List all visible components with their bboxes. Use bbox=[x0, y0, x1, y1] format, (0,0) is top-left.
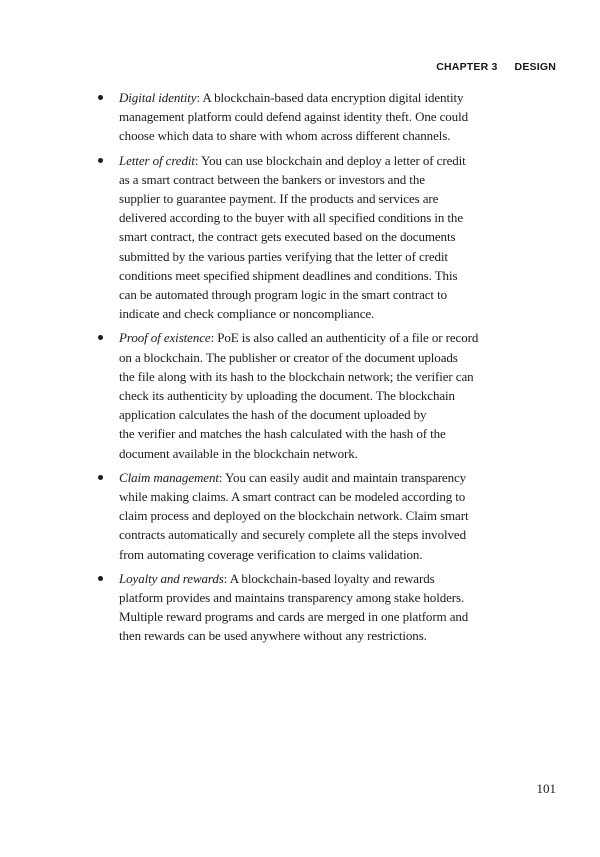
text-line: contracts automatically and securely complete all the steps involved bbox=[119, 527, 466, 543]
text-line: check its authenticity by uploading the document. The blockchain bbox=[119, 388, 455, 404]
text-line: Multiple reward programs and cards are merged in one platform and bbox=[119, 609, 469, 625]
chapter-label: CHAPTER 3 bbox=[436, 61, 498, 73]
item-lines bbox=[119, 107, 468, 145]
section-label: DESIGN bbox=[514, 61, 556, 73]
item-term: Digital identity bbox=[119, 90, 197, 105]
text-line: supplier to guarantee payment. If the products and services are bbox=[119, 191, 439, 207]
item-lines bbox=[119, 348, 478, 463]
text-line: while making claims. A smart contract can be modeled according to bbox=[119, 489, 466, 505]
list-item-text bbox=[119, 88, 468, 146]
text-line: smart contract, the contract gets executed based on the documents bbox=[119, 229, 456, 245]
text-line: claim process and deployed on the blockchain network. Claim smart bbox=[119, 508, 469, 524]
text-line: can be automated through program logic in the smart contract to bbox=[119, 287, 447, 303]
item-first-line-rest: : A blockchain-based data encryption digital identity bbox=[196, 90, 464, 105]
list-item bbox=[97, 88, 567, 146]
text-line: the file along with its hash to the blockchain network; the verifier can bbox=[119, 368, 474, 384]
list-item-text bbox=[119, 569, 468, 646]
item-first-line-rest: : You can use blockchain and deploy a letter of credit bbox=[194, 152, 466, 168]
item-lines bbox=[119, 487, 468, 564]
text-line: then rewards can be used anywhere without any restrictions. bbox=[119, 628, 427, 644]
text-line: management platform could defend against identity theft. One could bbox=[119, 109, 468, 125]
text-line: choose which data to share with whom across different channels. bbox=[119, 128, 451, 144]
list-item bbox=[97, 468, 567, 564]
item-term: Loyalty and rewards bbox=[119, 570, 224, 586]
text-line bbox=[119, 328, 478, 347]
bullet-list bbox=[97, 88, 567, 651]
text-line: platform provides and maintains transparency among stake holders. bbox=[119, 590, 465, 606]
running-header bbox=[436, 61, 556, 73]
text-line: document available in the blockchain network. bbox=[119, 445, 358, 461]
text-line: application calculates the hash of the document uploaded by bbox=[119, 407, 427, 423]
bullet-icon bbox=[98, 576, 103, 581]
list-item bbox=[97, 569, 567, 646]
list-item bbox=[97, 151, 567, 324]
list-item-text bbox=[119, 468, 468, 564]
item-term: Proof of existence bbox=[119, 330, 211, 346]
text-line bbox=[119, 88, 468, 107]
text-line: indicate and check compliance or noncompliance. bbox=[119, 306, 375, 322]
text-line: on a blockchain. The publisher or creator of the document uploads bbox=[119, 349, 458, 365]
list-item-text bbox=[119, 328, 478, 462]
list-item bbox=[97, 328, 567, 462]
text-line: as a smart contract between the bankers or investors and the bbox=[119, 171, 425, 187]
text-line bbox=[119, 468, 468, 487]
bullet-icon bbox=[98, 335, 103, 340]
item-lines bbox=[119, 588, 468, 646]
bullet-icon bbox=[98, 158, 103, 163]
text-line bbox=[119, 569, 468, 588]
item-term: Letter of credit bbox=[119, 152, 195, 168]
item-first-line-rest: : PoE is also called an authenticity of a file or record bbox=[210, 330, 479, 346]
bullet-icon bbox=[98, 95, 103, 100]
bullet-marker-cell bbox=[97, 151, 119, 163]
bullet-marker-cell bbox=[97, 569, 119, 581]
item-lines bbox=[119, 170, 466, 324]
bullet-marker-cell bbox=[97, 328, 119, 340]
text-line: conditions meet specified shipment deadlines and conditions. This bbox=[119, 267, 458, 283]
text-line bbox=[119, 151, 466, 170]
text-line: from automating coverage verification to claims validation. bbox=[119, 546, 423, 562]
bullet-marker-cell bbox=[97, 88, 119, 100]
bullet-marker-cell bbox=[97, 468, 119, 480]
page-number: 101 bbox=[536, 781, 556, 796]
text-line: the verifier and matches the hash calculated with the hash of the bbox=[119, 426, 446, 442]
item-first-line-rest: : You can easily audit and maintain transparency bbox=[218, 469, 467, 485]
item-term: Claim management bbox=[119, 469, 219, 485]
text-line: delivered according to the buyer with all specified conditions in the bbox=[119, 210, 463, 226]
text-line: submitted by the various parties verifying that the letter of credit bbox=[119, 248, 448, 264]
item-first-line-rest: : A blockchain-based loyalty and rewards bbox=[223, 570, 435, 586]
list-item-text bbox=[119, 151, 466, 324]
bullet-icon bbox=[98, 475, 103, 480]
